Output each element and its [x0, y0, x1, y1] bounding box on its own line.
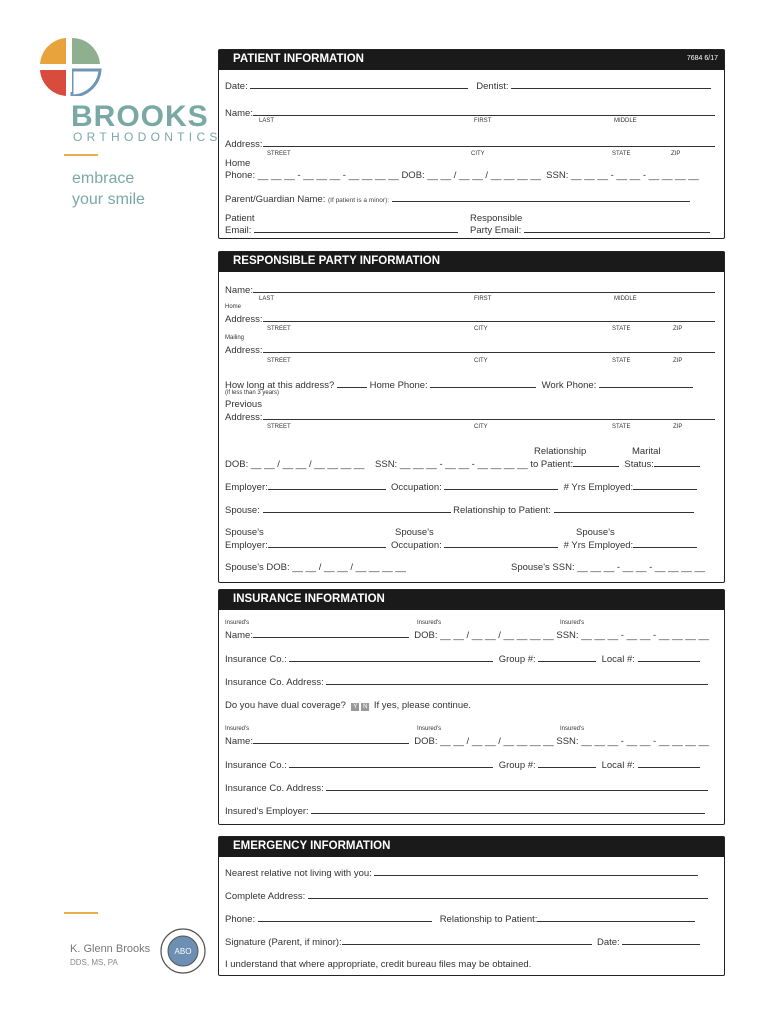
rp-home-phone-field[interactable] [430, 379, 536, 388]
local2-number-field[interactable] [638, 759, 700, 768]
spouse-name-field[interactable] [263, 504, 451, 513]
form-code: 7684 6/17 [686, 55, 718, 62]
home-phone-field[interactable]: __ __ __ - __ __ __ - __ __ __ __ [257, 170, 399, 181]
group-number-field[interactable] [538, 653, 596, 662]
section-header: EMERGENCY INFORMATION [219, 837, 724, 857]
responsible-name-field[interactable] [253, 284, 715, 293]
signature-field[interactable] [342, 936, 592, 945]
how-long-field[interactable] [337, 379, 367, 388]
rp-work-phone-field[interactable] [599, 379, 693, 388]
mailing-address-field[interactable] [263, 344, 715, 353]
dual-yes-checkbox[interactable]: Y [353, 704, 358, 710]
patient-email-field[interactable] [254, 224, 458, 233]
spouse-dob-field[interactable]: __ __ / __ __ / __ __ __ __ [292, 562, 406, 573]
group2-number-field[interactable] [538, 759, 596, 768]
insured2-name-field[interactable] [253, 735, 409, 744]
doctor-name: K. Glenn Brooks [70, 943, 151, 955]
signature-date-field[interactable] [622, 936, 700, 945]
emergency-relationship-field[interactable] [537, 913, 695, 922]
divider [64, 154, 98, 156]
patient-dob-field[interactable]: __ __ / __ __ / __ __ __ __ [427, 170, 541, 181]
insured-employer-field[interactable] [311, 805, 705, 814]
rp-ssn-field[interactable]: __ __ __ - __ __ - __ __ __ __ [399, 459, 528, 470]
rp-yrs-employed-field[interactable] [633, 481, 697, 490]
section-header: RESPONSIBLE PARTY INFORMATION [219, 252, 724, 272]
brooks-logo-icon [38, 36, 104, 96]
spouse-occupation-field[interactable] [444, 539, 558, 548]
rp-occupation-field[interactable] [444, 481, 558, 490]
patient-name-field[interactable] [253, 107, 715, 116]
seal-text: ABO [174, 947, 192, 956]
patient-address-field[interactable] [263, 138, 715, 147]
insurance-address-field[interactable] [326, 676, 708, 685]
patient-section: PATIENT INFORMATION 7684 6/17 Date: Dentist: Name: LAST FIRST MIDDLE Address: STREET CITY STATE ZIP Home Phone: __ __ __ - __ __ __ - __ __ __ __ DOB: __ __ / __ __ / __ __ __ __ SSN: __ __ __ - __ __ - __ __ __ __ Parent/Guardian Name: (If patient is a minor): Patient Email: Responsible Party Email: [218, 49, 725, 239]
guardian-name-field[interactable] [392, 193, 690, 202]
insured-name-field[interactable] [253, 629, 409, 638]
abo-seal-icon [160, 928, 206, 974]
brand-name: BROOKS [71, 100, 209, 133]
home-address-field[interactable] [263, 313, 715, 322]
patient-ssn-field[interactable]: __ __ __ - __ __ - __ __ __ __ [571, 170, 699, 181]
dentist-field[interactable] [511, 80, 711, 89]
brand-subtitle: ORTHODONTICS [73, 130, 222, 144]
marital-status-field[interactable] [654, 458, 700, 467]
insured2-dob-field[interactable]: __ __ / __ __ / __ __ __ __ [440, 736, 554, 747]
responsible-email-field[interactable] [524, 224, 710, 233]
previous-address-field[interactable] [263, 411, 715, 420]
insurance2-address-field[interactable] [326, 782, 708, 791]
rp-dob-field[interactable]: __ __ / __ __ / __ __ __ __ [250, 459, 365, 470]
insured-ssn-field[interactable]: __ __ __ - __ __ - __ __ __ __ [581, 630, 710, 641]
insurance2-co-field[interactable] [289, 759, 493, 768]
emergency-section: EMERGENCY INFORMATION Nearest relative not living with you: Complete Address: Phone: Relationship to Patient: Signature (Parent, if minor): Date: I understand that where appropriate, credit bureau files may be obtained. [218, 836, 725, 976]
dual-no-checkbox[interactable]: N [363, 704, 368, 710]
emergency-address-field[interactable] [308, 890, 708, 899]
section-header: INSURANCE INFORMATION [219, 590, 724, 610]
tagline: embrace your smile [72, 170, 145, 208]
spouse-ssn-field[interactable]: __ __ __ - __ __ - __ __ __ __ [577, 562, 706, 573]
date-field[interactable] [250, 80, 468, 89]
credit-notice: I understand that where appropriate, credit bureau files may be obtained. [225, 959, 532, 970]
insured2-ssn-field[interactable]: __ __ __ - __ __ - __ __ __ __ [581, 736, 710, 747]
local-number-field[interactable] [638, 653, 700, 662]
emergency-phone-field[interactable] [258, 913, 432, 922]
doctor-credentials: DDS, MS, PA [70, 958, 118, 967]
spouse-yrs-employed-field[interactable] [633, 539, 697, 548]
spouse-employer-field[interactable] [268, 539, 386, 548]
responsible-section: RESPONSIBLE PARTY INFORMATION Name: LAST FIRST MIDDLE Home Address: STREET CITY STATE ZIP Mailing Address: STREET CITY STATE ZIP How long at this address? Home Phone: Work Phone: (if less than 3 years) Previous Address: STREET CITY STATE ZIP Relationship Marital DOB: __ __ / __ __ / __ __ __ __ SSN: __ __ __ - __ __ - __ __ __ __ to Patient: Status: Employer: Occupation: # Yrs Employed: Spouse: Relationship to Patient: Spouse's Spouse's Spouse's Employer: Occupation: # Yrs Employed: Spouse's DOB: __ __ / __ __ / __ __ __ __ Spouse's SSN: __ __ __ - __ __ - __ __ __ __ [218, 251, 725, 583]
spouse-relationship-field[interactable] [554, 504, 694, 513]
nearest-relative-field[interactable] [374, 867, 698, 876]
divider [64, 912, 98, 914]
rp-employer-field[interactable] [268, 481, 386, 490]
insurance-section: INSURANCE INFORMATION Insured's Insured's Insured's Name: DOB: __ __ / __ __ / __ __ __ __ SSN: __ __ __ - __ __ - __ __ __ __ Insurance Co.: Group #: Local #: Insurance Co. Address: Do you have dual coverage? Y N If yes, please continue. Insured's Insured's Insured's Name: DOB: __ __ / __ __ / __ __ __ __ SSN: __ __ __ - __ __ - __ __ __ __ Insurance Co.: Group #: Local #: Insurance Co. Address: Insured's Employer: [218, 589, 725, 825]
rp-relationship-field[interactable] [573, 458, 619, 467]
insurance-co-field[interactable] [289, 653, 493, 662]
section-header: PATIENT INFORMATION 7684 6/17 [219, 50, 724, 70]
insured-dob-field[interactable]: __ __ / __ __ / __ __ __ __ [440, 630, 554, 641]
